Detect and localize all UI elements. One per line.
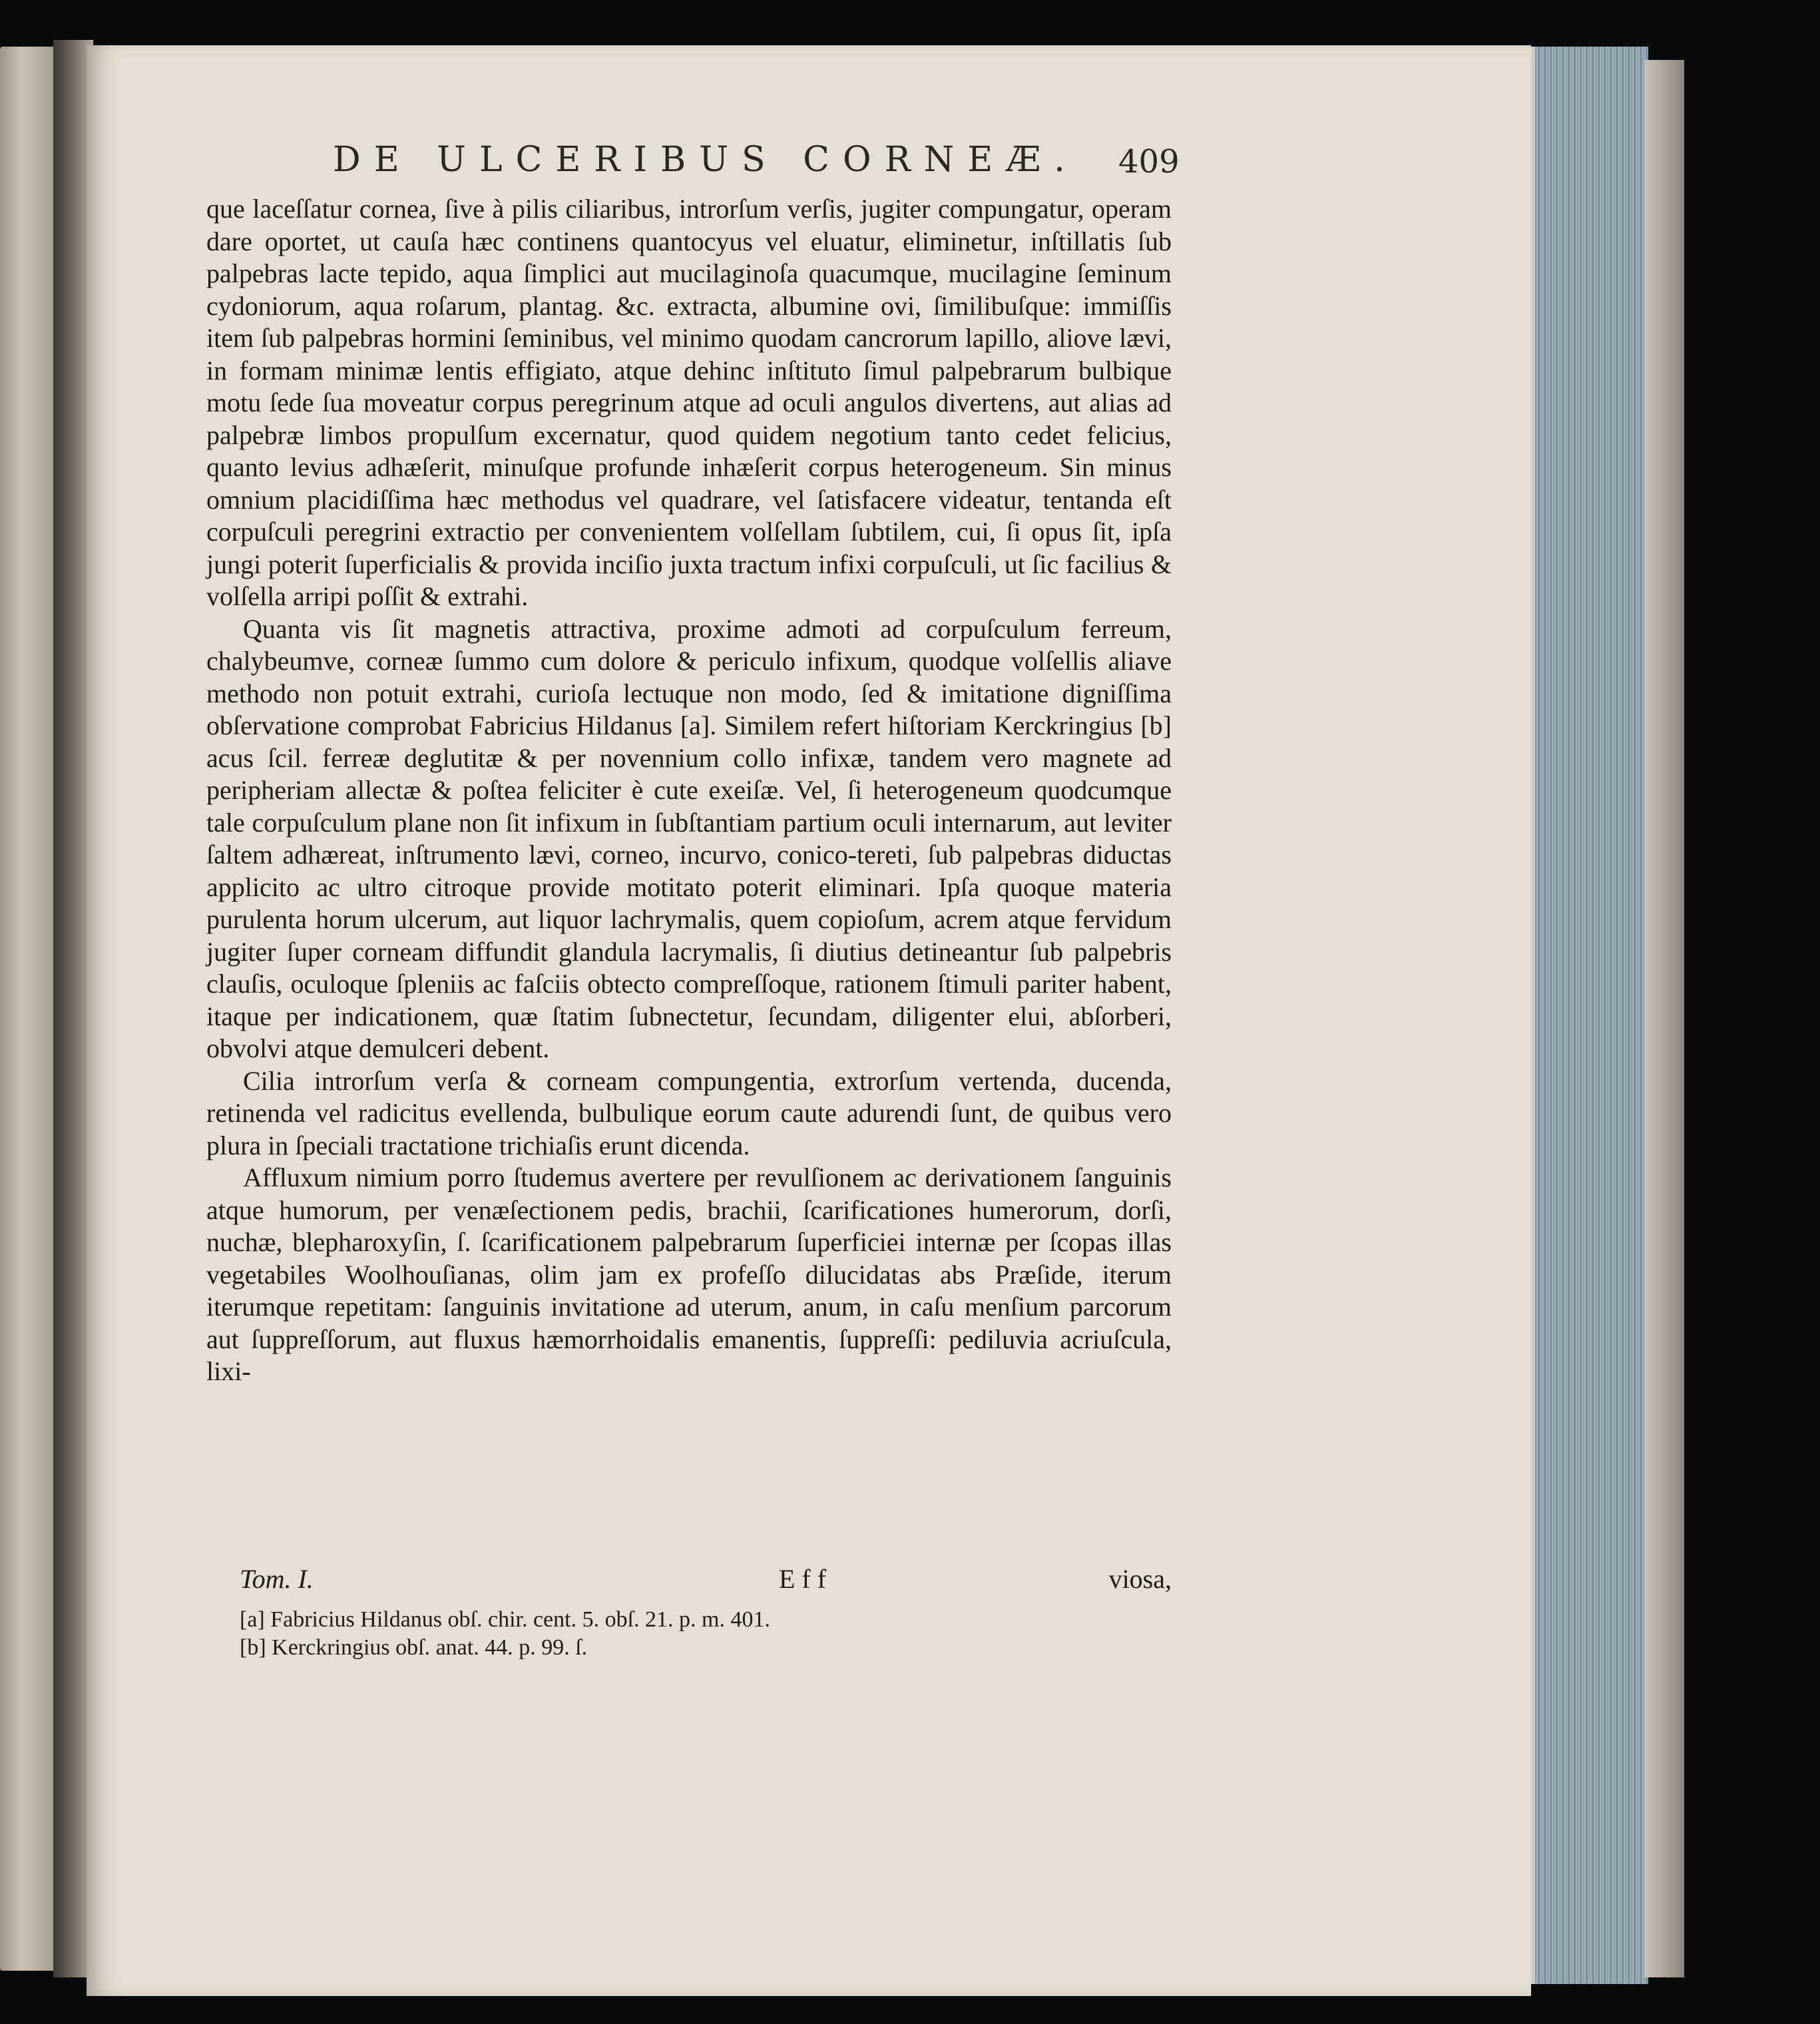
catchword: viosa, xyxy=(1108,1564,1172,1594)
footnote-a: [a] Fabricius Hildanus obſ. chir. cent. 5. obſ. 21. p. m. 401. xyxy=(240,1607,770,1632)
signature-line xyxy=(240,1563,1172,1597)
footnotes xyxy=(240,1606,1105,1662)
main-text xyxy=(206,193,1172,1388)
paragraph-1: que laceſſatur cornea, ſive à pilis ciliaribus, introrſum verſis, jugiter compungatur, operam dare oportet, ut cauſa hæc continens quantocyus vel eluatur, eliminetur, inſtillatis ſub palpebras lacte tepido, aqua ſimplici aut mucilaginoſa quacumque, mucilagine ſeminum cydoniorum, aqua roſarum, plantag. &c. extracta, albumine ovi, ſimilibuſque: immiſſis item ſub palpebras hormini ſeminibus, vel minimo quodam cancrorum lapillo, aliove lævi, in formam minimæ lentis effigiato, atque dehinc inſtituto ſimul palpebrarum bulbique motu ſede ſua moveatur corpus peregrinum atque ad oculi angulos divertens, aut alias ad palpebræ limbos propulſum excernatur, quod quidem negotium tanto cedet felicius, quanto levius adhæſerit, minuſque profunde inhæſerit corpus heterogeneum. Sin minus omnium placidiſſima hæc methodus vel quadrare, vel ſatisfacere videatur, tentanda eſt corpuſculi peregrini extractio per convenientem volſellam ſubtilem, cui, ſi opus ſit, ipſa jungi poterit ſuperficialis & provida inciſio juxta tractum infixi corpuſculi, ut ſic facilius & volſella arripi poſſit & extrahi. xyxy=(206,194,1172,611)
page-number: 409 xyxy=(1118,143,1180,180)
page-block-edges xyxy=(1531,47,1648,1984)
volume-mark: Tom. I. xyxy=(240,1564,314,1594)
back-cover-edge xyxy=(1644,60,1684,1977)
previous-page-edge xyxy=(0,47,53,1971)
paragraph-4: Affluxum nimium porro ſtudemus avertere per revulſionem ac derivationem ſanguinis atque humorum, per venæſectionem pedis, brachii, ſcarificationes humerorum, dorſi, nuchæ, blepharoxyſin, ſ. ſcarificationem palpebrarum ſuperficiei internæ per ſcopas illas vegetabiles Woolhouſianas, olim jam ex profeſſo dilucidatas abs Præſide, iterum iterumque repetitam: ſanguinis invitatione ad uterum, anum, in caſu menſium parcorum aut ſuppreſſorum, aut fluxus hæmorrhoidalis emanentis, ſuppreſſi: pediluvia acriuſcula, lixi- xyxy=(206,1162,1172,1386)
paragraph-2: Quanta vis ſit magnetis attractiva, proxime admoti ad corpuſculum ferreum, chalybeumve, corneæ ſummo cum dolore & periculo infixum, quodque volſellis aliave methodo non potuit extrahi, curioſa lectuque non modo, ſed & imitatione digniſſima obſervatione comprobat Fabricius Hildanus [a]. Similem refert hiſtoriam Kerckringius [b] acus ſcil. ferreæ deglutitæ & per novennium collo infixæ, tandem vero magnete ad peripheriam allectæ & poſtea feliciter è cute exeiſæ. Vel, ſi heterogeneum quodcumque tale corpuſculum plane non ſit infixum in ſubſtantiam partium oculi internarum, aut leviter ſaltem adhæreat, inſtrumento lævi, corneo, incurvo, conico-tereti, ſub palpebras diductas applicito ac ultro citroque provide motitato poterit eliminari. Ipſa quoque materia purulenta horum ulcerum, aut liquor lachrymalis, quem copioſum, acrem atque fervidum jugiter ſuper corneam diffundit glandula lacrymalis, ſi diutius detineantur ſub palpebris clauſis, oculoque ſpleniis ac faſciis obtecto compreſſoque, rationem ſtimuli pariter habent, itaque per indicationem, quæ ſtatim ſubnectetur, ſecundam, diligenter elui, abſorberi, obvolvi atque demulceri debent. xyxy=(206,613,1172,1063)
signature-mark: E f f xyxy=(779,1564,827,1594)
running-head: DE ULCERIBUS CORNEÆ. xyxy=(333,140,1078,180)
footnote-b: [b] Kerckringius obſ. anat. 44. p. 99. ſ. xyxy=(240,1635,588,1660)
paragraph-3: Cilia introrſum verſa & corneam compungentia, extrorſum vertenda, ducenda, retinenda vel radicitus evellenda, bulbulique eorum caute adurendi ſunt, de quibus vero plura in ſpeciali tractatione trichiaſis erunt dicenda. xyxy=(206,1065,1172,1160)
